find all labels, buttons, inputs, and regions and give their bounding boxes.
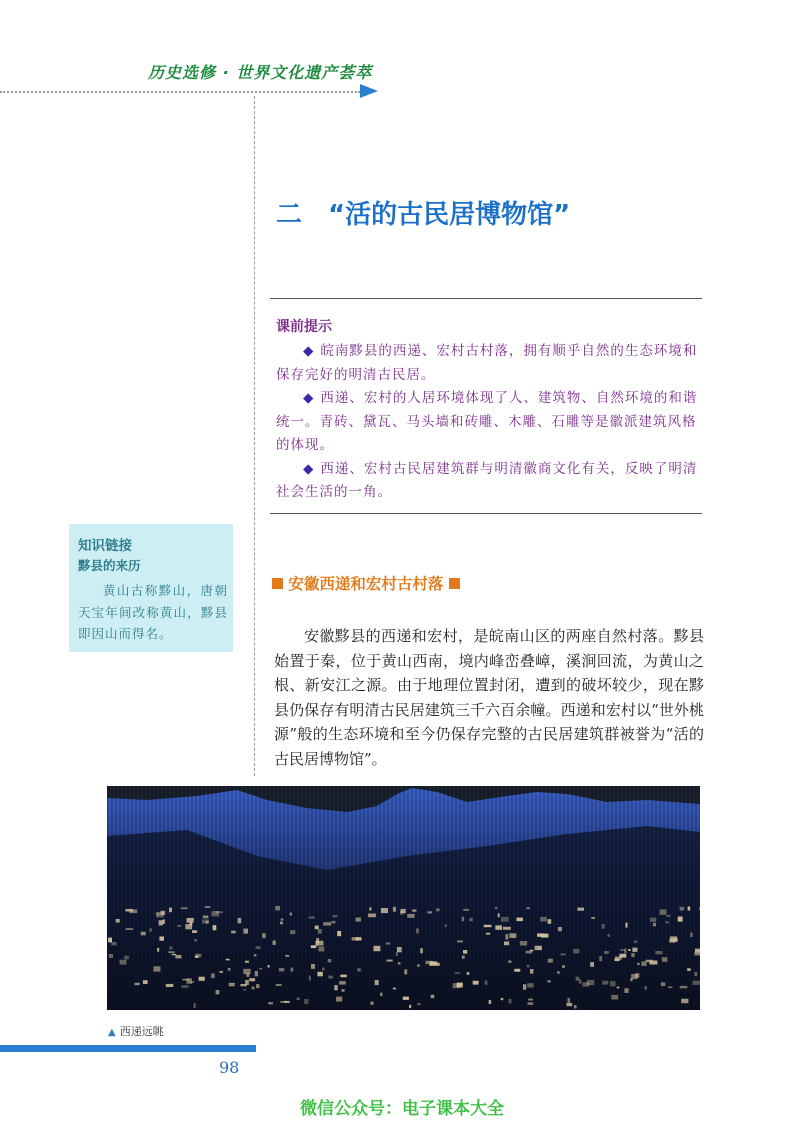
village-roof	[163, 919, 165, 924]
village-roof	[381, 908, 388, 913]
village-roof	[374, 946, 381, 951]
village-roof	[530, 969, 533, 974]
village-roof	[631, 953, 634, 957]
village-roof	[568, 998, 571, 1003]
village-roof	[624, 988, 628, 993]
village-roof	[187, 978, 193, 983]
village-roof	[489, 1000, 492, 1004]
village-roof	[108, 938, 112, 943]
village-roof	[309, 976, 311, 981]
square-marker-icon	[272, 578, 283, 589]
village-roof	[407, 914, 414, 918]
tips-item-text: 皖南黟县的西递、宏村古村落，拥有顺乎自然的生态环境和保存完好的明清古民居。	[276, 343, 698, 383]
village-roof	[463, 950, 467, 954]
village-roof	[498, 913, 500, 917]
village-roof	[610, 981, 615, 986]
village-roof	[619, 954, 626, 958]
village-roof	[190, 981, 194, 983]
village-roof	[203, 916, 209, 919]
village-roof	[680, 907, 685, 911]
village-roof	[634, 940, 638, 943]
village-roof	[699, 907, 700, 909]
village-roof	[611, 995, 618, 1000]
village-roof	[334, 985, 338, 990]
village-roof	[615, 959, 620, 961]
village-roof	[688, 907, 691, 911]
village-roof	[523, 984, 526, 989]
village-roof	[473, 981, 479, 985]
village-roof	[181, 908, 188, 910]
village-roof	[608, 934, 610, 937]
section-title: 二 “活的古民居博物馆”	[276, 200, 571, 230]
village-roof	[280, 922, 283, 925]
page-number: 98	[219, 1058, 240, 1077]
caption-triangle-icon: ▲	[108, 1027, 116, 1038]
village-roof	[655, 951, 662, 954]
village-roof	[427, 911, 432, 913]
diamond-bullet-icon: ◆	[303, 390, 315, 406]
village-roof	[254, 954, 256, 956]
village-roof	[437, 963, 440, 966]
village-roof	[215, 911, 222, 913]
village-roof	[311, 964, 315, 969]
village-roof	[340, 975, 346, 978]
village-roof	[187, 918, 194, 923]
village-roof	[662, 957, 668, 962]
village-roof	[644, 986, 646, 989]
village-roof	[336, 997, 342, 1002]
tips-item	[276, 458, 702, 505]
village-roof	[135, 983, 140, 986]
village-roof	[273, 941, 276, 945]
vertical-dashed-divider	[254, 96, 255, 776]
village-roof	[678, 917, 683, 922]
village-roof	[661, 982, 665, 986]
village-roof	[417, 964, 420, 967]
village-roof	[486, 933, 490, 935]
village-roof	[604, 951, 609, 954]
village-roof	[547, 980, 550, 982]
village-roof	[579, 980, 581, 984]
book-series-title: 历史选修 · 世界文化遗产荟萃	[148, 63, 373, 82]
village-roof	[129, 910, 137, 914]
village-roof	[262, 933, 266, 938]
village-roof	[624, 949, 626, 954]
village-roof	[159, 920, 163, 925]
tips-item	[276, 340, 702, 387]
village-roof	[268, 1002, 273, 1004]
tips-item-text: 西递、宏村的人居环境体现了人、建筑物、自然环境的和谐统一。青砖、黛瓦、马头墙和砖雕、木雕、石雕等是徽派建筑风格的体现。	[276, 390, 698, 453]
photo-caption-text: 西递远眺	[119, 1025, 164, 1038]
village-roof	[252, 987, 255, 990]
village-roof	[457, 983, 463, 988]
village-roof	[219, 971, 223, 973]
village-roof	[396, 952, 398, 956]
village-roof	[318, 929, 322, 934]
village-roof	[520, 941, 527, 946]
village-roof	[316, 941, 324, 946]
village-roof	[285, 955, 289, 957]
village-roof	[510, 933, 517, 938]
village-roof	[291, 968, 293, 972]
village-roof	[660, 909, 667, 914]
village-roof	[462, 917, 464, 922]
village-roof	[690, 933, 692, 938]
village-roof	[154, 966, 161, 971]
village-roof	[538, 947, 541, 950]
village-roof	[455, 972, 460, 974]
village-roof	[368, 914, 376, 918]
village-roof	[666, 915, 670, 917]
village-roof	[628, 949, 630, 951]
village-roof	[168, 951, 175, 953]
village-roof	[156, 912, 163, 917]
village-roof	[387, 960, 393, 962]
village-roof	[240, 984, 246, 986]
village-roof	[397, 947, 402, 952]
tips-heading: 课前提示	[276, 319, 332, 335]
village-roof	[485, 980, 488, 984]
village-roof	[318, 946, 324, 951]
village-roof	[567, 1003, 573, 1006]
village-roof	[315, 926, 319, 930]
village-roof	[484, 925, 492, 927]
xidi-village-photo	[107, 786, 700, 1010]
village-roof	[400, 909, 405, 913]
village-roof	[370, 1002, 373, 1005]
village-roof	[694, 972, 697, 976]
village-roof	[508, 999, 511, 1004]
village-roof	[111, 942, 117, 945]
village-roof	[290, 930, 295, 934]
village-roof	[192, 930, 197, 933]
photo-caption	[108, 1023, 164, 1039]
village-roof	[631, 974, 637, 979]
village-roof	[693, 981, 700, 985]
square-marker-icon	[449, 578, 460, 589]
village-roof	[665, 921, 669, 923]
village-roof	[508, 960, 511, 963]
village-roof	[332, 915, 337, 918]
village-roof	[632, 948, 637, 952]
village-roof	[526, 907, 530, 909]
village-roof	[495, 925, 502, 929]
village-roof	[357, 968, 361, 971]
village-roof	[339, 981, 346, 985]
village-roof	[169, 947, 172, 950]
tips-item-text: 西递、宏村古民居建筑群与明清徽商文化有关，反映了明清社会生活的一角。	[276, 460, 698, 500]
village-roof	[576, 977, 580, 981]
village-roof	[574, 1005, 577, 1008]
village-roof	[256, 984, 260, 988]
diamond-bullet-icon: ◆	[303, 343, 315, 359]
village-roof	[238, 918, 242, 923]
village-roof	[213, 925, 217, 930]
village-roof	[322, 968, 325, 971]
village-roof	[416, 928, 419, 933]
subsection-heading-text: 安徽西递和宏村古村落	[288, 575, 444, 593]
village-roof	[256, 946, 261, 949]
village-roof	[463, 909, 469, 911]
village-roof	[328, 959, 332, 963]
village-roof	[276, 984, 282, 986]
village-roof	[328, 976, 333, 979]
village-roof	[342, 989, 345, 992]
village-roof	[530, 950, 534, 952]
knowledge-box-text: 黄山古称黟山，唐朝天宝年间改称黄山，黟县即因山而得名。	[78, 583, 228, 641]
village-roof	[527, 983, 533, 987]
village-roof	[467, 972, 470, 975]
village-roof	[540, 917, 547, 922]
village-roof	[194, 939, 197, 942]
village-roof	[517, 918, 523, 922]
village-roof	[243, 929, 248, 934]
village-roof	[548, 959, 553, 963]
village-roof	[195, 956, 199, 958]
header-arrow-icon	[360, 84, 378, 98]
village-roof	[169, 908, 172, 913]
village-roof	[317, 972, 323, 977]
village-roof	[462, 956, 465, 959]
village-roof	[279, 968, 284, 972]
village-roof	[149, 928, 152, 932]
village-roof	[290, 913, 292, 916]
village-roof	[646, 960, 653, 963]
village-roof	[369, 907, 371, 910]
village-roof	[249, 978, 255, 981]
village-roof	[687, 968, 691, 971]
village-roof	[591, 917, 595, 919]
village-roof	[311, 945, 316, 948]
village-roof	[650, 918, 656, 922]
village-roof	[681, 999, 688, 1004]
village-roof	[304, 999, 308, 1004]
village-roof	[562, 965, 565, 968]
village-roof	[323, 922, 331, 926]
village-roof	[268, 965, 270, 967]
village-roof	[577, 908, 584, 911]
village-roof	[281, 918, 284, 920]
village-roof	[669, 939, 675, 943]
village-roof	[337, 931, 341, 936]
village-roof	[393, 907, 396, 912]
village-roof	[190, 922, 193, 925]
village-roof	[495, 907, 497, 909]
village-roof	[503, 927, 511, 930]
village-roof	[356, 918, 362, 922]
village-roof	[537, 933, 545, 936]
village-roof	[380, 993, 383, 997]
village-roof	[504, 942, 509, 946]
village-roof	[205, 906, 211, 908]
village-roof	[548, 919, 552, 924]
village-roof	[527, 965, 529, 968]
body-paragraph: 安徽黟县的西递和宏村，是皖南山区的两座自然村落。黟县始置于秦，位于黄山西南，境内峰峦叠嶂，溪涧回流，为黄山之根、新安江之源。由于地理位置封闭，遭到的破坏较少，现在黟县仍保存有明清古民居建筑三千六百余幢。西递和宏村以“世外桃源”般的生态环境和至今仍保存完整的古民居建筑群被誉为“活的古民居博物馆”。	[274, 627, 704, 768]
village-roof	[141, 932, 146, 936]
village-roof	[229, 983, 235, 987]
tips-bottom-rule	[270, 513, 702, 514]
village-roof	[280, 1001, 287, 1003]
village-roof	[309, 917, 315, 919]
village-roof	[445, 925, 447, 927]
village-roof	[166, 984, 174, 987]
village-roof	[216, 990, 220, 994]
watermark-text: 微信公众号：电子课本大全	[300, 1099, 504, 1119]
village-roof	[398, 962, 401, 965]
village-roof	[199, 977, 205, 981]
village-roof	[561, 954, 566, 956]
village-roof	[409, 1005, 411, 1008]
village-roof	[259, 968, 262, 970]
village-roof	[412, 910, 416, 912]
village-roof	[599, 956, 602, 961]
village-roof	[602, 924, 605, 929]
village-roof	[255, 971, 258, 976]
village-roof	[573, 949, 579, 954]
village-roof	[143, 980, 148, 984]
village-roof	[420, 948, 423, 953]
footer-blue-bar	[0, 1045, 256, 1052]
village-roof	[680, 986, 688, 988]
village-roof	[637, 963, 640, 965]
village-roof	[668, 986, 673, 988]
village-roof	[514, 969, 520, 972]
village-roof	[202, 919, 209, 923]
village-roof	[331, 921, 335, 924]
village-roof	[193, 1003, 196, 1008]
village-roof	[528, 999, 533, 1001]
village-roof	[393, 988, 396, 990]
village-roof	[243, 989, 246, 991]
photo-scanlines	[107, 786, 700, 1010]
village-roof	[109, 954, 113, 958]
village-roof	[386, 943, 391, 945]
village-roof	[356, 937, 362, 941]
tips-item	[276, 387, 702, 458]
village-roof	[527, 1002, 533, 1005]
village-roof	[275, 906, 280, 910]
village-roof	[417, 1003, 421, 1005]
village-roof	[501, 998, 504, 1000]
village-roof	[587, 980, 595, 985]
subsection-heading	[272, 572, 460, 594]
village-roof	[469, 918, 473, 921]
village-roof	[245, 961, 249, 963]
village-roof	[429, 961, 437, 965]
village-roof	[620, 949, 624, 951]
village-roof	[558, 927, 562, 931]
village-roof	[403, 997, 409, 1000]
village-roof	[181, 985, 188, 988]
village-roof	[124, 956, 129, 960]
village-roof	[297, 998, 300, 1001]
village-roof	[159, 937, 164, 941]
header-dotted-rule	[0, 91, 360, 93]
village-roof	[243, 969, 250, 974]
diamond-bullet-icon: ◆	[303, 460, 315, 477]
village-roof	[177, 925, 181, 927]
village-roof	[653, 923, 656, 927]
village-roof	[404, 969, 407, 974]
village-roof	[116, 919, 120, 923]
village-roof	[505, 934, 508, 939]
village-roof	[126, 928, 134, 930]
village-roof	[231, 931, 236, 934]
village-roof	[617, 987, 620, 989]
village-roof	[457, 941, 463, 943]
knowledge-box-title: 知识链接	[78, 538, 132, 554]
tips-list	[276, 340, 702, 505]
village-roof	[120, 960, 127, 965]
knowledge-box-subtitle: 黟县的来历	[78, 558, 141, 573]
village-roof	[590, 962, 594, 967]
village-roof	[175, 955, 181, 959]
village-roof	[157, 948, 159, 952]
tips-top-rule	[270, 298, 702, 299]
village-roof	[602, 981, 608, 985]
village-roof	[695, 949, 700, 953]
village-roof	[228, 968, 231, 971]
village-roof	[501, 917, 509, 922]
village-roof	[626, 923, 628, 928]
village-roof	[431, 995, 435, 998]
village-roof	[226, 959, 230, 961]
village-roof	[436, 908, 440, 911]
village-roof	[557, 971, 560, 973]
village-roof	[375, 980, 379, 985]
village-roof	[211, 973, 215, 978]
